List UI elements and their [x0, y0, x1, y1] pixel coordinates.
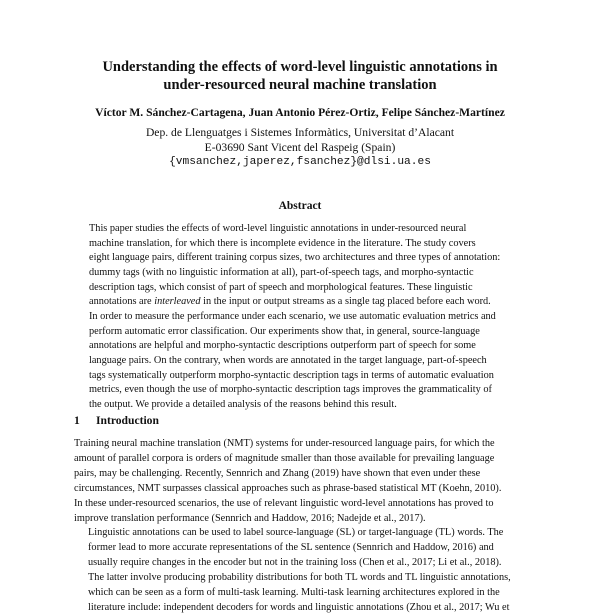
abstract-heading: Abstract	[278, 200, 322, 212]
abstract-line: the output. We provide a detailed analysis of the reasons behind this result.	[89, 398, 397, 410]
abstract-line: tags systematically outperform morpho-syntactic description tags in terms of automatic evaluation	[89, 369, 494, 381]
affiliation-block	[80, 126, 520, 170]
abstract-text: in the input or output streams as a single tag placed before each word.	[200, 296, 491, 308]
body-line: which can be seen as a form of multi-task learning. Multi-task learning architectures explored in the	[88, 587, 500, 599]
author-list: Víctor M. Sánchez-Cartagena, Juan Antonio Pérez-Ortiz, Felipe Sánchez-Martínez	[95, 106, 505, 119]
body-line: Linguistic annotations can be used to label source-language (SL) or target-language (TL) words. The	[88, 527, 504, 539]
abstract-line: This paper studies the effects of word-level linguistic annotations in under-resourced neural	[89, 223, 467, 234]
abstract-line: perform automatic error classification. Our experiments show that, in general, source-language	[89, 325, 480, 337]
intro-paragraph	[74, 526, 528, 615]
abstract-line: machine translation, for which there is incomplete evidence in the literature. The study covers	[89, 237, 476, 249]
title-line: under-resourced neural machine translation	[163, 77, 437, 93]
body-line: former lead to more accurate representations of the SL sentence (Sennrich and Haddow, 2016) and	[88, 542, 494, 554]
abstract-line: annotations are helpful and morpho-syntactic descriptions outperform part of speech for some	[89, 340, 476, 352]
section-heading-introduction	[74, 414, 159, 427]
body-line: usually require changes in the encoder but not in the training loss (Chen et al., 2017; Li et al., 2018).	[88, 557, 502, 569]
affiliation-line: E-03690 Sant Vicent del Raspeig (Spain)	[204, 140, 396, 154]
body-line: pairs, may be challenging. Recently, Sennrich and Zhang (2019) have shown that even under these	[74, 467, 481, 479]
body-line: In these under-resourced scenarios, the use of relevant linguistic word-level annotations has proved to	[74, 497, 494, 509]
body-line: amount of parallel corpora is orders of magnitude smaller than those available for prevailing language	[74, 452, 495, 464]
body-line: improve translation performance (Sennrich and Haddow, 2016; Nadejde et al., 2017).	[74, 512, 426, 524]
abstract-line: description tags, which consist of part of speech and morphological features. These linguistic	[89, 281, 473, 293]
abstract-line: language pairs. On the contrary, when words are annotated in the target language, part-of-speech	[89, 354, 487, 366]
title-line: Understanding the effects of word-level linguistic annotations in	[102, 59, 498, 75]
introduction-body	[74, 437, 528, 616]
abstract-text: annotations are	[89, 296, 155, 308]
body-line: The latter involve producing probability distributions for both TL words and TL linguistic annotations,	[88, 572, 511, 584]
body-line: Training neural machine translation (NMT) systems for under-resourced language pairs, for which the	[74, 438, 495, 449]
paper-title	[60, 58, 540, 94]
section-number: 1	[74, 414, 80, 427]
body-line: literature include: independent decoders for words and linguistic annotations (Zhou et al., 2017; Wu et	[88, 601, 510, 613]
abstract-line: eight language pairs, different training corpus sizes, two architectures and three types of annotation:	[89, 252, 501, 264]
abstract-line: dummy tags (with no linguistic information at all), part-of-speech tags, and morpho-syntactic	[89, 266, 474, 278]
interleaved-emphasis: interleaved	[154, 296, 201, 308]
abstract-line: metrics, even though the use of morpho-syntactic description tags improves the grammaticality of	[89, 384, 492, 396]
abstract-line	[89, 295, 515, 310]
section-title: Introduction	[96, 414, 159, 427]
abstract-body	[89, 222, 515, 413]
body-line: circumstances, NMT surpasses classical approaches such as phrase-based statistical MT (Koehn, 2010).	[74, 482, 502, 494]
intro-paragraph	[74, 437, 528, 526]
author-emails: {vmsanchez,japerez,fsanchez}@dlsi.ua.es	[169, 156, 431, 168]
abstract-line: In order to measure the performance under each scenario, we use automatic evaluation metrics and	[89, 310, 496, 322]
affiliation-line: Dep. de Llenguatges i Sistemes Informàtics, Universitat d’Alacant	[145, 126, 455, 139]
